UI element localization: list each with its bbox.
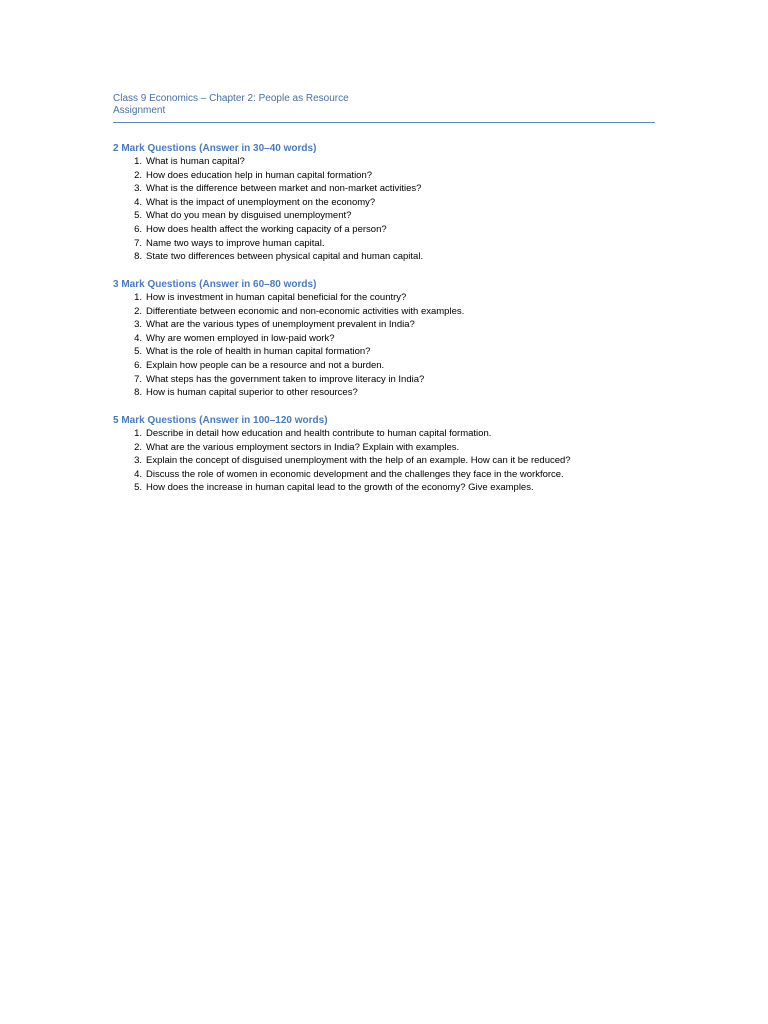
question-number: 6. (134, 359, 142, 371)
question-item (113, 454, 673, 468)
question-number: 8. (134, 387, 142, 399)
question-text: What is the difference between market and non-market activities? (146, 183, 422, 195)
section-5-mark (113, 414, 673, 495)
question-number: 1. (134, 156, 142, 167)
question-item (113, 427, 673, 441)
question-number: 5. (134, 210, 142, 222)
question-item (113, 386, 673, 400)
title-line-1: Class 9 Economics – Chapter 2: People as Resource (113, 93, 349, 104)
question-item (113, 318, 673, 332)
question-text: Explain how people can be a resource and not a burden. (146, 359, 385, 371)
section-heading: 5 Mark Questions (Answer in 100–120 words) (113, 415, 328, 426)
question-text: Discuss the role of women in economic development and the challenges they face in the workforce. (146, 468, 564, 480)
question-item (113, 209, 673, 223)
question-number: 2. (134, 441, 142, 453)
question-item (113, 169, 673, 183)
question-item (113, 373, 673, 387)
question-text: What steps has the government taken to improve literacy in India? (146, 373, 425, 385)
question-number: 1. (134, 428, 142, 439)
question-text: Why are women employed in low-paid work? (146, 332, 335, 344)
question-list (113, 291, 673, 400)
section-3-mark (113, 278, 673, 400)
section-heading: 2 Mark Questions (Answer in 30–40 words) (113, 143, 317, 154)
question-number: 8. (134, 251, 142, 263)
question-item (113, 441, 673, 455)
question-number: 7. (134, 237, 142, 249)
question-text: What are the various types of unemployment prevalent in India? (146, 319, 415, 331)
question-list (113, 427, 673, 495)
question-item (113, 468, 673, 482)
question-number: 2. (134, 169, 142, 181)
question-item (113, 155, 673, 169)
question-item (113, 305, 673, 319)
question-item (113, 196, 673, 210)
question-number: 3. (134, 455, 142, 467)
question-item (113, 291, 673, 305)
question-text: What is the role of health in human capital formation? (146, 346, 371, 358)
section-2-mark (113, 142, 673, 264)
question-text: Differentiate between economic and non-economic activities with examples. (146, 305, 465, 317)
question-text: Describe in detail how education and health contribute to human capital formation. (146, 428, 492, 439)
question-number: 3. (134, 319, 142, 331)
question-text: How does the increase in human capital lead to the growth of the economy? Give examples. (146, 482, 534, 494)
question-number: 4. (134, 468, 142, 480)
question-text: State two differences between physical capital and human capital. (146, 251, 424, 263)
question-item (113, 359, 673, 373)
question-number: 7. (134, 373, 142, 385)
question-item (113, 237, 673, 251)
question-number: 3. (134, 183, 142, 195)
question-text: How is human capital superior to other resources? (146, 387, 358, 399)
question-item (113, 182, 673, 196)
document-title (113, 93, 658, 117)
question-number: 4. (134, 196, 142, 208)
question-text: What is the impact of unemployment on the economy? (146, 196, 376, 208)
question-number: 6. (134, 223, 142, 235)
question-number: 2. (134, 305, 142, 317)
question-text: What do you mean by disguised unemployment? (146, 210, 352, 222)
question-text: What is human capital? (146, 156, 245, 167)
question-text: Name two ways to improve human capital. (146, 237, 325, 249)
question-item (113, 332, 673, 346)
question-item (113, 481, 673, 495)
question-number: 5. (134, 482, 142, 494)
question-text: Explain the concept of disguised unemployment with the help of an example. How can it be reduced? (146, 455, 571, 467)
question-item (113, 223, 673, 237)
question-list (113, 155, 673, 264)
question-item (113, 250, 673, 264)
section-heading: 3 Mark Questions (Answer in 60–80 words) (113, 279, 317, 290)
question-number: 5. (134, 346, 142, 358)
title-line-2: Assignment (113, 105, 166, 116)
question-text: How does health affect the working capacity of a person? (146, 223, 387, 235)
question-text: How does education help in human capital formation? (146, 169, 373, 181)
question-text: How is investment in human capital beneficial for the country? (146, 292, 407, 303)
question-text: What are the various employment sectors in India? Explain with examples. (146, 441, 460, 453)
question-item (113, 345, 673, 359)
question-number: 4. (134, 332, 142, 344)
question-number: 1. (134, 292, 142, 303)
title-divider (113, 122, 655, 123)
